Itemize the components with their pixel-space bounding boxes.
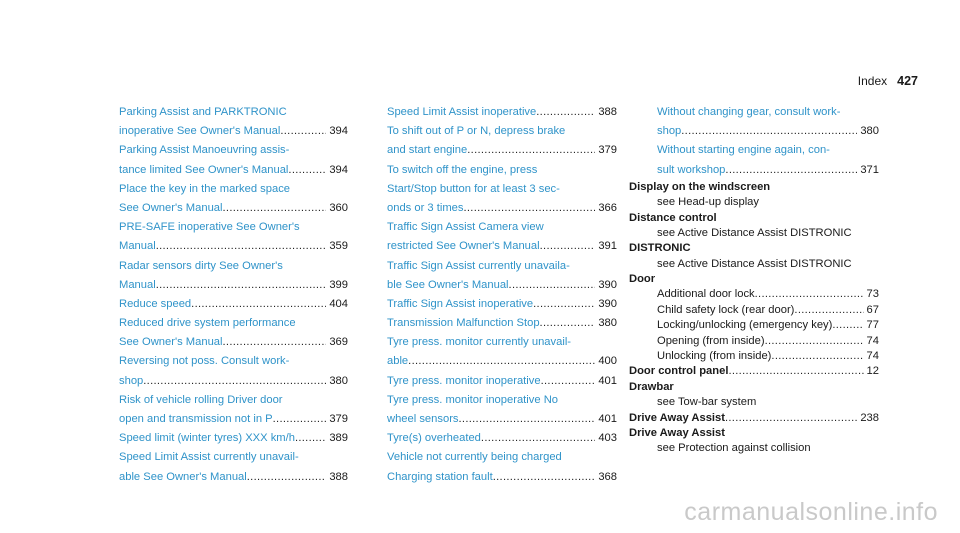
entry-text: see Tow-bar system bbox=[657, 396, 757, 409]
index-link-entry[interactable] bbox=[387, 429, 617, 448]
entry-text: Start/Stop button for at least 3 sec- bbox=[387, 182, 560, 195]
entry-text: Without changing gear, consult work- bbox=[657, 106, 841, 118]
dot-leader bbox=[459, 410, 596, 429]
entry-text: see Head-up display bbox=[657, 196, 759, 209]
entry-text: Child safety lock (rear door) bbox=[657, 303, 795, 316]
dot-leader bbox=[156, 237, 327, 256]
dot-leader bbox=[728, 364, 863, 379]
entry-text: Door control panel bbox=[629, 365, 729, 378]
index-heading-entry bbox=[629, 426, 879, 441]
entry-text: and start engine bbox=[387, 144, 468, 157]
dot-leader bbox=[681, 122, 857, 141]
index-sub-entry bbox=[629, 287, 879, 302]
page-ref: 390 bbox=[598, 297, 617, 310]
entry-text: ble See Owner's Manual bbox=[387, 278, 509, 291]
dot-leader bbox=[247, 468, 327, 487]
dot-leader bbox=[191, 295, 326, 314]
index-link-entry[interactable] bbox=[119, 161, 348, 180]
entry-text: PRE-SAFE inoperative See Owner's bbox=[119, 221, 300, 234]
page-ref: 359 bbox=[329, 240, 348, 253]
index-heading-entry bbox=[629, 364, 879, 379]
index-link-entry[interactable] bbox=[387, 410, 617, 429]
index-heading-entry bbox=[629, 272, 879, 287]
entry-text: Drawbar bbox=[629, 380, 674, 393]
dot-leader bbox=[794, 303, 863, 318]
index-link-entry[interactable] bbox=[119, 218, 348, 237]
index-column-1 bbox=[119, 103, 348, 487]
page-ref: 379 bbox=[598, 144, 617, 157]
dot-leader bbox=[156, 276, 327, 295]
page-ref: 74 bbox=[866, 334, 879, 347]
index-link-entry[interactable] bbox=[629, 141, 879, 160]
entry-text: Vehicle not currently being charged bbox=[387, 451, 562, 464]
entry-text: Distance control bbox=[629, 211, 717, 224]
dot-leader bbox=[223, 333, 327, 352]
page-ref: 238 bbox=[860, 411, 879, 424]
index-link-entry[interactable] bbox=[387, 391, 617, 410]
entry-text: open and transmission not in P bbox=[119, 413, 273, 425]
entry-text: shop bbox=[119, 374, 144, 387]
dot-leader bbox=[481, 429, 595, 448]
entry-text: Place the key in the marked space bbox=[119, 182, 291, 195]
index-link-entry[interactable] bbox=[119, 352, 348, 371]
entry-text: able bbox=[387, 355, 409, 368]
dot-leader bbox=[295, 429, 326, 448]
entry-text: Additional door lock bbox=[657, 288, 755, 301]
dot-leader bbox=[536, 103, 595, 122]
index-heading-entry bbox=[629, 380, 879, 395]
entry-text: see Protection against collision bbox=[657, 442, 811, 455]
index-heading-entry bbox=[629, 241, 879, 256]
index-link-entry[interactable] bbox=[119, 333, 348, 352]
index-link-entry[interactable] bbox=[387, 237, 617, 256]
index-link-entry[interactable] bbox=[119, 372, 348, 391]
entry-text: Tyre(s) overheated bbox=[387, 432, 481, 445]
page-ref: 371 bbox=[860, 163, 879, 176]
entry-text: wheel sensors bbox=[387, 413, 459, 425]
index-link-entry[interactable] bbox=[629, 122, 879, 141]
entry-text: tance limited See Owner's Manual bbox=[119, 163, 289, 176]
entry-text: Speed Limit Assist currently unavail- bbox=[119, 451, 299, 464]
page-ref: 368 bbox=[598, 470, 617, 483]
dot-leader bbox=[509, 276, 596, 295]
entry-text: Traffic Sign Assist currently unavaila- bbox=[387, 259, 570, 272]
index-sub-entry bbox=[629, 395, 879, 410]
index-link-entry[interactable] bbox=[387, 218, 617, 237]
page-ref: 380 bbox=[598, 317, 617, 330]
page-ref: 379 bbox=[329, 413, 348, 425]
entry-text: Charging station fault bbox=[387, 470, 493, 483]
entry-text: Tyre press. monitor inoperative No bbox=[387, 393, 558, 406]
index-link-entry[interactable] bbox=[387, 103, 617, 122]
index-link-entry[interactable] bbox=[387, 199, 617, 218]
index-link-entry[interactable] bbox=[629, 161, 879, 180]
dot-leader bbox=[725, 161, 857, 180]
page-ref: 401 bbox=[598, 413, 617, 425]
entry-text: Reversing not poss. Consult work- bbox=[119, 355, 290, 368]
page-ref: 401 bbox=[598, 374, 617, 387]
page-ref: 67 bbox=[866, 303, 879, 316]
index-link-entry[interactable] bbox=[387, 448, 617, 467]
entry-text: Parking Assist and PARKTRONIC bbox=[119, 106, 287, 118]
index-link-entry[interactable] bbox=[387, 161, 617, 180]
dot-leader bbox=[771, 349, 863, 364]
page-ref: 394 bbox=[329, 125, 348, 138]
entry-text: To shift out of P or N, depress brake bbox=[387, 125, 566, 138]
index-column-3 bbox=[629, 103, 879, 457]
page-ref: 366 bbox=[598, 201, 617, 214]
index-heading-entry bbox=[629, 411, 879, 426]
entry-text: sult workshop bbox=[657, 163, 726, 176]
entry-text: Manual bbox=[119, 240, 156, 253]
index-link-entry[interactable] bbox=[119, 429, 348, 448]
page-ref: 380 bbox=[329, 374, 348, 387]
entry-text: See Owner's Manual bbox=[119, 336, 223, 349]
page-ref: 360 bbox=[329, 201, 348, 214]
entry-text: Tyre press. monitor inoperative bbox=[387, 374, 541, 387]
dot-leader bbox=[725, 411, 857, 426]
index-link-entry[interactable] bbox=[119, 391, 348, 410]
index-link-entry[interactable] bbox=[387, 276, 617, 295]
entry-text: Traffic Sign Assist inoperative bbox=[387, 297, 534, 310]
entry-text: Transmission Malfunction Stop bbox=[387, 317, 540, 330]
entry-text: Tyre press. monitor currently unavail- bbox=[387, 336, 572, 349]
index-link-entry[interactable] bbox=[387, 295, 617, 314]
page-ref: 400 bbox=[598, 355, 617, 368]
entry-text: Reduce speed bbox=[119, 297, 192, 310]
dot-leader bbox=[765, 334, 864, 349]
page-ref: 380 bbox=[860, 125, 879, 138]
page-ref: 388 bbox=[329, 470, 348, 483]
index-link-entry[interactable] bbox=[387, 372, 617, 391]
entry-text: Radar sensors dirty See Owner's bbox=[119, 259, 283, 272]
entry-text: Speed Limit Assist inoperative bbox=[387, 106, 537, 118]
entry-text: see Active Distance Assist DISTRONIC bbox=[657, 257, 852, 270]
index-link-entry[interactable] bbox=[119, 410, 348, 429]
entry-text: Door bbox=[629, 273, 656, 286]
dot-leader bbox=[223, 199, 327, 218]
page-ref: 389 bbox=[329, 432, 348, 445]
index-link-entry[interactable] bbox=[119, 103, 348, 122]
index-link-entry[interactable] bbox=[119, 199, 348, 218]
entry-text: onds or 3 times bbox=[387, 201, 464, 214]
entry-text: Manual bbox=[119, 278, 156, 291]
index-link-entry[interactable] bbox=[119, 237, 348, 256]
entry-text: see Active Distance Assist DISTRONIC bbox=[657, 226, 852, 239]
entry-text: Locking/unlocking (emergency key) bbox=[657, 319, 833, 332]
dot-leader bbox=[280, 122, 326, 141]
entry-text: able See Owner's Manual bbox=[119, 470, 247, 483]
index-link-entry[interactable] bbox=[119, 257, 348, 276]
index-link-entry[interactable] bbox=[119, 141, 348, 160]
page-ref: 390 bbox=[598, 278, 617, 291]
page-ref: 391 bbox=[598, 240, 617, 253]
index-link-entry[interactable] bbox=[119, 314, 348, 333]
entry-text: Drive Away Assist bbox=[629, 427, 725, 439]
index-sub-entry bbox=[629, 303, 879, 318]
index-column-2 bbox=[387, 103, 617, 487]
index-link-entry[interactable] bbox=[387, 141, 617, 160]
dot-leader bbox=[541, 372, 596, 391]
entry-text: Traffic Sign Assist Camera view bbox=[387, 221, 544, 234]
index-link-entry[interactable] bbox=[119, 448, 348, 467]
page-ref: 404 bbox=[329, 297, 348, 310]
index-sub-entry bbox=[629, 195, 879, 210]
entry-text: Reduced drive system performance bbox=[119, 317, 296, 330]
page-number: 427 bbox=[897, 74, 918, 88]
dot-leader bbox=[408, 352, 595, 371]
index-link-entry[interactable] bbox=[387, 314, 617, 333]
index-link-entry[interactable] bbox=[387, 352, 617, 371]
page-ref: 394 bbox=[329, 163, 348, 176]
entry-text: To switch off the engine, press bbox=[387, 163, 538, 176]
index-link-entry[interactable] bbox=[387, 122, 617, 141]
page-ref: 399 bbox=[329, 278, 348, 291]
index-link-entry[interactable] bbox=[387, 468, 617, 487]
index-sub-entry bbox=[629, 334, 879, 349]
watermark: carmanualsonline.info bbox=[684, 498, 938, 526]
page-ref: 369 bbox=[329, 336, 348, 349]
index-sub-entry bbox=[629, 441, 879, 456]
dot-leader bbox=[540, 237, 596, 256]
entry-text: Speed limit (winter tyres) XXX km/h bbox=[119, 432, 295, 445]
entry-text: shop bbox=[657, 125, 682, 138]
page-ref: 403 bbox=[598, 432, 617, 445]
dot-leader bbox=[493, 468, 596, 487]
entry-text: DISTRONIC bbox=[629, 242, 691, 255]
index-sub-entry bbox=[629, 318, 879, 333]
entry-text: Opening (from inside) bbox=[657, 334, 765, 347]
entry-text: Display on the windscreen bbox=[629, 180, 771, 193]
page-ref: 12 bbox=[866, 365, 879, 378]
entry-text: See Owner's Manual bbox=[119, 201, 223, 214]
page-ref: 73 bbox=[866, 288, 879, 301]
index-link-entry[interactable] bbox=[629, 103, 879, 122]
index-link-entry[interactable] bbox=[387, 180, 617, 199]
entry-text: Risk of vehicle rolling Driver door bbox=[119, 393, 283, 406]
index-link-entry[interactable] bbox=[119, 122, 348, 141]
index-link-entry[interactable] bbox=[387, 333, 617, 352]
dot-leader bbox=[463, 199, 595, 218]
index-heading-entry bbox=[629, 211, 879, 226]
dot-leader bbox=[832, 318, 863, 333]
section-label: Index bbox=[857, 74, 888, 88]
page-ref: 388 bbox=[598, 106, 617, 118]
entry-text: Unlocking (from inside) bbox=[657, 350, 772, 363]
dot-leader bbox=[467, 141, 595, 160]
index-link-entry[interactable] bbox=[119, 180, 348, 199]
entry-text: Without starting engine again, con- bbox=[657, 144, 830, 157]
page-ref: 74 bbox=[866, 350, 879, 363]
index-sub-entry bbox=[629, 257, 879, 272]
dot-leader bbox=[540, 314, 596, 333]
dot-leader bbox=[143, 372, 326, 391]
dot-leader bbox=[755, 287, 864, 302]
index-sub-entry bbox=[629, 226, 879, 241]
entry-text: inoperative See Owner's Manual bbox=[119, 125, 281, 138]
page-ref: 77 bbox=[866, 319, 879, 332]
index-link-entry[interactable] bbox=[119, 295, 348, 314]
index-link-entry[interactable] bbox=[119, 468, 348, 487]
entry-text: Drive Away Assist bbox=[629, 411, 725, 424]
dot-leader bbox=[273, 410, 327, 429]
dot-leader bbox=[533, 295, 595, 314]
index-heading-entry bbox=[629, 180, 879, 195]
index-link-entry[interactable] bbox=[119, 276, 348, 295]
dot-leader bbox=[288, 161, 326, 180]
entry-text: Parking Assist Manoeuvring assis- bbox=[119, 144, 290, 157]
index-sub-entry bbox=[629, 349, 879, 364]
entry-text: restricted See Owner's Manual bbox=[387, 240, 540, 253]
page-header bbox=[858, 74, 918, 88]
index-link-entry[interactable] bbox=[387, 257, 617, 276]
